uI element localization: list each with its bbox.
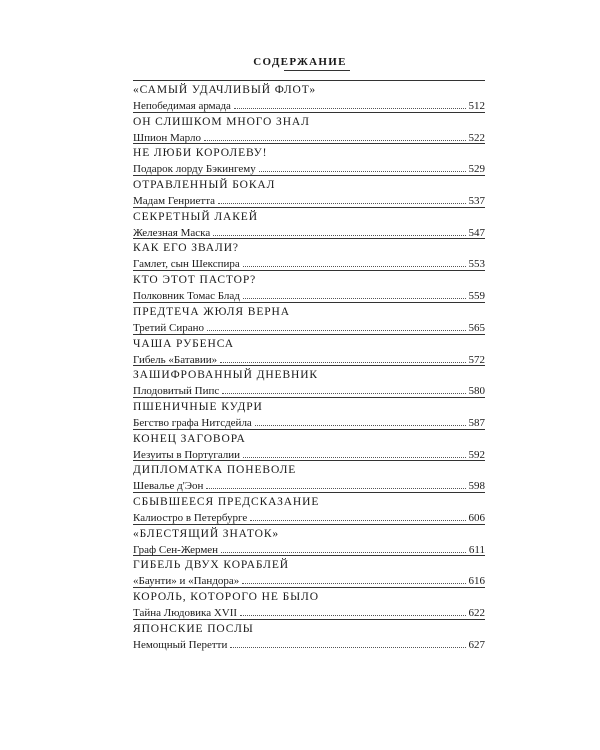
page-number: 522 — [468, 131, 485, 144]
dot-leader — [220, 353, 465, 363]
page-number: 592 — [468, 448, 485, 461]
chapter-subtitle: Железная Маска — [133, 226, 211, 239]
toc-line — [133, 194, 485, 207]
dot-leader — [250, 511, 465, 521]
toc-line — [133, 448, 485, 461]
toc-line — [133, 384, 485, 397]
page-number: 598 — [468, 480, 485, 493]
toc-entry — [133, 587, 485, 619]
toc-entry — [133, 302, 485, 334]
chapter-subtitle: Гамлет, сын Шекспира — [133, 258, 240, 271]
chapter-heading: КТО ЭТОТ ПАСТОР? — [133, 274, 257, 287]
chapter-subtitle: Граф Сен-Жермен — [133, 543, 219, 556]
page-number: 512 — [468, 100, 485, 112]
title-underline — [284, 70, 350, 71]
toc-line — [133, 353, 485, 366]
chapter-subtitle: Немощный Перетти — [133, 638, 228, 651]
page-number: 580 — [468, 385, 485, 398]
dot-leader — [243, 257, 466, 267]
chapter-subtitle: Тайна Людовика XVII — [133, 607, 238, 619]
page-number: 565 — [468, 321, 485, 334]
chapter-heading: НЕ ЛЮБИ КОРОЛЕВУ! — [133, 147, 268, 160]
dot-leader — [255, 416, 466, 426]
toc-line — [133, 416, 485, 429]
dot-leader — [218, 194, 465, 204]
page-number: 529 — [468, 163, 485, 176]
dot-leader — [259, 162, 466, 172]
toc-line — [133, 131, 485, 144]
dot-leader — [230, 638, 465, 648]
chapter-heading: СБЫВШЕЕСЯ ПРЕДСКАЗАНИЕ — [133, 495, 320, 508]
chapter-subtitle: Шевалье д'Эон — [133, 480, 204, 493]
chapter-subtitle: Полковник Томас Блад — [133, 290, 240, 303]
page-number: 572 — [468, 353, 485, 366]
chapter-heading: ОН СЛИШКОМ МНОГО ЗНАЛ — [133, 115, 310, 128]
dot-leader — [242, 574, 465, 584]
chapter-heading: КОНЕЦ ЗАГОВОРА — [133, 432, 246, 445]
chapter-heading: ПШЕНИЧНЫЕ КУДРИ — [133, 400, 263, 413]
toc-line — [133, 511, 485, 524]
page-number: 553 — [468, 258, 485, 271]
chapter-heading: ОТРАВЛЕННЫЙ БОКАЛ — [133, 179, 276, 192]
chapter-heading: ЯПОНСКИЕ ПОСЛЫ — [133, 622, 254, 635]
toc-entry — [133, 619, 485, 651]
dot-leader — [213, 226, 465, 236]
toc-line — [133, 289, 485, 302]
chapter-heading: ДИПЛОМАТКА ПОНЕВОЛЕ — [133, 464, 297, 477]
page-number: 616 — [468, 575, 485, 588]
chapter-subtitle: Калиостро в Петербурге — [133, 511, 248, 524]
chapter-heading: ЗАШИФРОВАННЫЙ ДНЕВНИК — [133, 369, 318, 382]
page-number: 627 — [468, 638, 485, 651]
chapter-subtitle: «Баунти» и «Пандора» — [133, 575, 240, 588]
dot-leader — [221, 543, 466, 553]
chapter-heading: КОРОЛЬ, КОТОРОГО НЕ БЫЛО — [133, 591, 319, 603]
toc-entry — [133, 143, 485, 175]
chapter-subtitle: Бегство графа Нитсдейла — [133, 416, 252, 429]
toc-entry — [133, 524, 485, 556]
toc-entry — [133, 460, 485, 492]
dot-leader — [243, 289, 466, 299]
page-header — [0, 52, 600, 70]
dot-leader — [240, 606, 465, 616]
toc-line — [133, 226, 485, 239]
chapter-subtitle: Мадам Генриетта — [133, 195, 216, 208]
chapter-heading: «САМЫЙ УДАЧЛИВЫЙ ФЛОТ» — [133, 84, 317, 96]
toc-entry — [133, 334, 485, 366]
table-of-contents — [133, 80, 485, 650]
page-number: 547 — [468, 226, 485, 239]
chapter-heading: «БЛЕСТЯЩИЙ ЗНАТОК» — [133, 527, 280, 540]
dot-leader — [206, 479, 465, 489]
chapter-heading: ПРЕДТЕЧА ЖЮЛЯ ВЕРНА — [133, 305, 290, 318]
page-number: 611 — [468, 543, 485, 556]
chapter-heading: ГИБЕЛЬ ДВУХ КОРАБЛЕЙ — [133, 559, 289, 572]
toc-entry — [133, 112, 485, 144]
chapter-heading: КАК ЕГО ЗВАЛИ? — [133, 242, 239, 255]
dot-leader — [204, 131, 465, 141]
toc-entry — [133, 492, 485, 524]
chapter-subtitle: Плодовитый Пипс — [133, 385, 220, 398]
toc-entry — [133, 207, 485, 239]
page-number: 559 — [468, 290, 485, 303]
toc-entry — [133, 238, 485, 270]
dot-leader — [243, 448, 465, 458]
toc-entry — [133, 80, 485, 112]
toc-line — [133, 321, 485, 334]
page-number: 622 — [468, 607, 485, 619]
dot-leader — [207, 321, 465, 331]
chapter-heading: ЧАША РУБЕНСА — [133, 337, 234, 350]
dot-leader — [222, 384, 465, 394]
page-number: 606 — [468, 511, 485, 524]
toc-entry — [133, 175, 485, 207]
page-number: 537 — [468, 195, 485, 208]
page-title: СОДЕРЖАНИЕ — [253, 56, 347, 68]
toc-entry — [133, 397, 485, 429]
dot-leader — [234, 99, 466, 109]
chapter-heading: СЕКРЕТНЫЙ ЛАКЕЙ — [133, 210, 258, 223]
toc-line — [133, 257, 485, 270]
toc-line — [133, 574, 485, 587]
toc-line — [133, 543, 485, 556]
page-number: 587 — [468, 416, 485, 429]
chapter-subtitle: Непобедимая армада — [133, 100, 231, 112]
chapter-subtitle: Иезуиты в Португалии — [133, 448, 241, 461]
chapter-subtitle: Третий Сирано — [133, 321, 205, 334]
chapter-subtitle: Шпион Марло — [133, 131, 202, 144]
chapter-subtitle: Гибель «Батавии» — [133, 353, 218, 366]
toc-entry — [133, 555, 485, 587]
toc-line — [133, 162, 485, 175]
toc-line — [133, 606, 485, 619]
toc-line — [133, 479, 485, 492]
toc-entry — [133, 429, 485, 461]
toc-line — [133, 99, 485, 112]
chapter-subtitle: Подарок лорду Бэкингему — [133, 163, 256, 176]
toc-entry — [133, 365, 485, 397]
toc-line — [133, 638, 485, 651]
toc-entry — [133, 270, 485, 302]
